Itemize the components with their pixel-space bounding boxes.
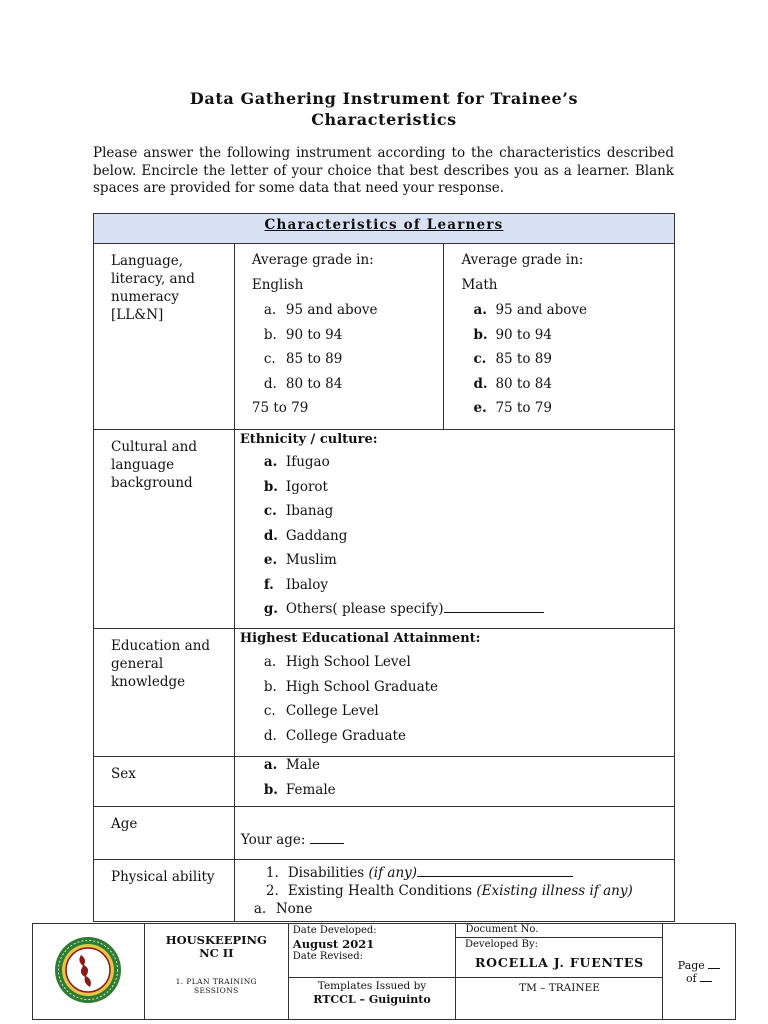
sex-option-letter: a. xyxy=(263,757,278,773)
row-label-sex: Sex xyxy=(94,757,235,807)
disabilities-label: Disabilities xyxy=(287,865,365,881)
education-options xyxy=(264,650,674,748)
health-label: Existing Health Conditions xyxy=(287,883,473,899)
education-option[interactable] xyxy=(264,675,674,700)
math-option-text: 90 to 94 xyxy=(495,326,552,343)
education-cell xyxy=(234,629,674,757)
row-label-physical: Physical ability xyxy=(94,860,235,922)
culture-option-letter: a. xyxy=(263,454,278,470)
education-option-text: College Graduate xyxy=(285,727,406,744)
culture-option[interactable] xyxy=(264,450,674,475)
english-option-letter: c. xyxy=(263,351,276,367)
english-options xyxy=(264,298,444,396)
others-specify-blank[interactable] xyxy=(444,600,544,613)
culture-option-text: Others( please specify) xyxy=(285,601,444,617)
education-option[interactable] xyxy=(264,724,674,749)
page-total-field[interactable] xyxy=(663,972,735,985)
age-field xyxy=(241,831,674,848)
row-label-lln: Language, literacy, and numeracy [LL&N] xyxy=(94,244,235,430)
developer-name: ROCELLA J. FUENTES xyxy=(474,955,644,970)
english-option-text: 80 to 84 xyxy=(285,375,343,392)
none-letter: a. xyxy=(253,901,267,917)
english-grade-title: Average grade in: xyxy=(251,252,374,268)
date-developed-value: August 2021 xyxy=(292,937,375,951)
education-heading: Highest Educational Attainment: xyxy=(239,631,481,646)
none-text: None xyxy=(275,901,313,917)
sex-option-text: Female xyxy=(285,781,336,798)
math-option-letter: d. xyxy=(473,375,488,392)
english-option[interactable] xyxy=(264,347,444,372)
row-label-education: Education and general knowledge xyxy=(94,629,235,757)
health-number: 2. xyxy=(265,883,279,899)
education-option-letter: d. xyxy=(263,727,277,744)
program-cell xyxy=(144,924,288,1020)
culture-option-text: Ifugao xyxy=(285,454,330,470)
sex-cell xyxy=(234,757,674,807)
developed-by-block xyxy=(456,937,663,978)
culture-option-letter: f. xyxy=(263,576,274,593)
row-label-age: Age xyxy=(94,807,235,860)
culture-heading: Ethnicity / culture: xyxy=(239,432,378,447)
english-option-e-text[interactable]: 75 to 79 xyxy=(251,400,309,416)
health-conditions-item xyxy=(266,882,674,901)
culture-option-letter: c. xyxy=(263,503,277,519)
education-option-text: College Level xyxy=(285,703,379,719)
program-name: HOUSKEEPING xyxy=(165,933,267,947)
page-label: Page xyxy=(677,958,705,972)
age-blank[interactable] xyxy=(310,831,344,844)
culture-options xyxy=(264,450,674,622)
english-option-letter: b. xyxy=(263,326,277,343)
role-block: TM – TRAINEE xyxy=(456,977,663,998)
culture-option-text: Igorot xyxy=(285,478,328,495)
english-option-text: 85 to 89 xyxy=(285,351,343,367)
culture-option[interactable] xyxy=(264,573,674,598)
row-label-culture: Cultural and language background xyxy=(94,430,235,629)
age-prompt: Your age: xyxy=(240,832,306,848)
document-title xyxy=(0,88,768,130)
disabilities-blank[interactable] xyxy=(417,864,573,877)
culture-option[interactable] xyxy=(264,499,674,524)
sex-option-text: Male xyxy=(285,757,321,773)
culture-option[interactable] xyxy=(264,524,674,549)
education-option[interactable] xyxy=(264,650,674,675)
culture-option-letter: e. xyxy=(263,552,278,568)
english-option[interactable] xyxy=(264,323,444,348)
math-option[interactable] xyxy=(473,372,674,397)
english-option-text: 95 and above xyxy=(285,302,378,318)
math-option-text: 95 and above xyxy=(495,302,588,318)
culture-option-letter: g. xyxy=(263,601,278,617)
math-grade-cell xyxy=(444,244,675,430)
english-option-letter: d. xyxy=(263,375,277,392)
education-option-letter: a. xyxy=(263,654,277,670)
developed-by-label: Developed By: xyxy=(465,939,538,950)
english-subject: English xyxy=(251,277,304,293)
culture-option-letter: d. xyxy=(263,527,278,544)
health-hint: (Existing illness if any) xyxy=(476,883,633,899)
culture-cell xyxy=(234,430,674,629)
english-option[interactable] xyxy=(264,372,444,397)
math-option[interactable] xyxy=(473,298,674,323)
sex-options xyxy=(264,753,674,802)
english-option-letter: a. xyxy=(263,302,277,318)
math-option-letter: e. xyxy=(473,400,487,416)
english-grade-cell xyxy=(234,244,444,430)
math-option[interactable] xyxy=(473,347,674,372)
culture-option[interactable] xyxy=(264,475,674,500)
sex-option[interactable] xyxy=(264,753,674,778)
table-header xyxy=(94,214,675,244)
math-option-text: 85 to 89 xyxy=(495,351,552,367)
math-option-text: 75 to 79 xyxy=(495,400,552,416)
math-option-letter: b. xyxy=(473,326,488,343)
culture-option-text: Ibaloy xyxy=(285,576,328,593)
culture-option-text: Gaddang xyxy=(285,527,348,544)
culture-option-text: Ibanag xyxy=(285,503,334,519)
instructions-paragraph: Please answer the following instrument according to the characteristics described below. Encircle the letter of your choice that best describes you as a learner. Blank spaces are provided for some data that need your response. xyxy=(93,145,674,196)
date-developed-label: Date Developed: xyxy=(292,925,377,936)
document-no-label: Document No. xyxy=(465,924,539,935)
module-name: 1. PLAN TRAINING SESSIONS xyxy=(175,977,258,995)
english-option-text: 90 to 94 xyxy=(285,326,343,343)
characteristics-table xyxy=(93,213,675,922)
of-label: of xyxy=(685,971,697,985)
templates-label: Templates Issued by xyxy=(317,980,427,992)
culture-option[interactable] xyxy=(264,548,674,573)
culture-option[interactable] xyxy=(264,597,674,622)
school-seal-icon xyxy=(53,935,123,1005)
math-subject: Math xyxy=(461,277,498,293)
disabilities-number: 1. xyxy=(265,865,279,881)
culture-option-text: Muslim xyxy=(285,552,337,568)
disabilities-hint: (if any) xyxy=(368,865,418,881)
culture-option-letter: b. xyxy=(263,478,278,495)
math-options xyxy=(473,298,674,421)
education-option-text: High School Level xyxy=(285,654,411,670)
physical-cell xyxy=(234,860,674,922)
sex-option-letter: b. xyxy=(263,781,278,798)
math-option-letter: c. xyxy=(473,351,487,367)
math-grade-title: Average grade in: xyxy=(461,252,584,268)
age-cell xyxy=(234,807,674,860)
sex-option[interactable] xyxy=(264,778,674,803)
date-revised-label: Date Revised: xyxy=(292,951,363,962)
math-option-text: 80 to 84 xyxy=(495,375,552,392)
education-option[interactable] xyxy=(264,699,674,724)
math-option-letter: a. xyxy=(473,302,487,318)
templates-block xyxy=(288,977,456,1020)
table-header-text: Characteristics of Learners xyxy=(264,217,504,233)
english-option[interactable] xyxy=(264,298,444,323)
page-cell xyxy=(663,924,736,1020)
none-option[interactable] xyxy=(254,901,674,918)
templates-value: RTCCL – Guiguinto xyxy=(313,993,431,1006)
math-option[interactable] xyxy=(473,323,674,348)
program-level: NC II xyxy=(199,946,234,960)
education-option-text: High School Graduate xyxy=(285,678,439,695)
title-line-2: Characteristics xyxy=(311,110,457,129)
title-line-1: Data Gathering Instrument for Trainee’s xyxy=(189,89,579,108)
page-number-field[interactable] xyxy=(663,959,735,972)
math-option[interactable] xyxy=(473,396,674,421)
education-option-letter: c. xyxy=(263,703,276,719)
education-option-letter: b. xyxy=(263,678,277,695)
disabilities-item xyxy=(266,863,674,882)
seal-cell xyxy=(33,924,145,1020)
